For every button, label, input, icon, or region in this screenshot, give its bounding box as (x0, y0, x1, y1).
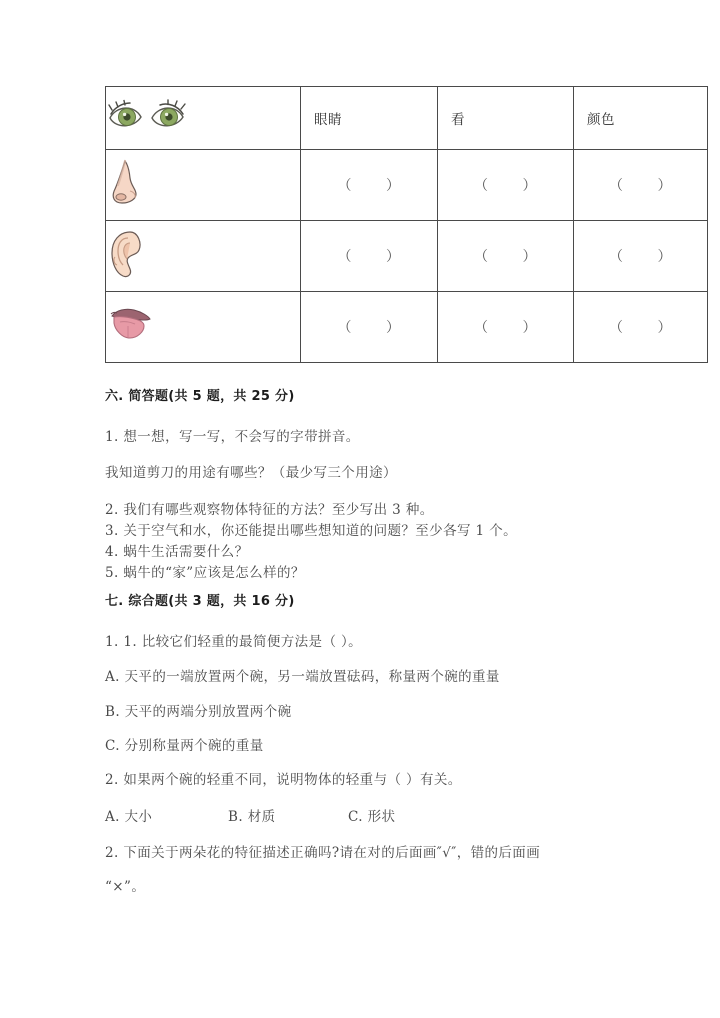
section-six-question-4: 4. 蜗牛生活需要什么？ (105, 544, 249, 560)
table-row (106, 150, 708, 221)
nose-icon (106, 158, 146, 208)
table-cell-tongue-icon (106, 292, 301, 363)
section-seven-q1-option-a: A. 天平的一端放置两个碗，另一端放置砝码，称量两个碗的重量 (105, 669, 500, 685)
section-six-heading: 六. 简答题(共 5 题，共 25 分) (105, 389, 295, 404)
answer-blank (438, 317, 573, 337)
answer-blank (301, 246, 437, 266)
paren-close: ） (386, 178, 401, 194)
section-seven-q2-options (105, 805, 395, 825)
section-seven-q2-option-b: B. 材质 (228, 809, 276, 825)
table-header-cell-3 (574, 87, 708, 150)
paren-open: （ (474, 320, 489, 336)
ear-icon (106, 229, 148, 279)
paren-close: ） (657, 249, 672, 265)
section-six-question-5: 5. 蜗牛的“家”应该是怎么样的？ (105, 565, 305, 581)
table-cell-blank (301, 221, 438, 292)
paren-open: （ (609, 178, 624, 194)
section-seven-question-3-line-2: “×”。 (105, 879, 146, 895)
paren-close: ） (657, 178, 672, 194)
section-seven-question-1: 1. 1. 比较它们轻重的最简便方法是（ ）。 (105, 634, 363, 650)
paren-close: ） (657, 320, 672, 336)
table-cell-blank (438, 221, 574, 292)
paren-close: ） (522, 178, 537, 194)
tongue-icon (106, 305, 156, 345)
section-seven-q1-option-b: B. 天平的两端分别放置两个碗 (105, 704, 292, 720)
answer-blank (574, 246, 707, 266)
table-row (106, 221, 708, 292)
table-header-label-see: 看 (451, 112, 465, 128)
section-six-question-1: 1. 想一想，写一写，不会写的字带拼音。 (105, 429, 360, 445)
table-cell-eyes-icon (106, 87, 301, 150)
table-header-label-eyes: 眼睛 (314, 112, 342, 128)
table-header-label-color: 颜色 (587, 112, 615, 128)
table-header-cell-2 (438, 87, 574, 150)
paren-close: ） (386, 320, 401, 336)
senses-table (105, 86, 708, 363)
paren-open: （ (337, 249, 352, 265)
section-seven-q2-option-a: A. 大小 (105, 809, 153, 825)
table-header-cell-1 (301, 87, 438, 150)
table-cell-blank (574, 221, 708, 292)
answer-blank (574, 317, 707, 337)
paren-open: （ (337, 178, 352, 194)
section-six-question-list (105, 500, 517, 584)
table-cell-blank (438, 150, 574, 221)
paren-open: （ (609, 249, 624, 265)
table-cell-blank (438, 292, 574, 363)
paren-close: ） (522, 249, 537, 265)
table-header-row (106, 87, 708, 150)
section-six-question-3: 3. 关于空气和水，你还能提出哪些想知道的问题？至少各写 1 个。 (105, 523, 518, 539)
section-seven-question-2: 2. 如果两个碗的轻重不同，说明物体的轻重与（ ）有关。 (105, 772, 462, 788)
paren-open: （ (337, 320, 352, 336)
table-cell-blank (301, 292, 438, 363)
answer-blank (438, 246, 573, 266)
answer-blank (301, 317, 437, 337)
section-seven-question-3-line-1: 2. 下面关于两朵花的特征描述正确吗?请在对的后面画″√″，错的后面画 (105, 845, 541, 861)
answer-blank (438, 175, 573, 195)
section-seven-q1-option-c: C. 分别称量两个碗的重量 (105, 738, 264, 754)
paren-close: ） (386, 249, 401, 265)
paren-open: （ (474, 178, 489, 194)
paren-close: ） (522, 320, 537, 336)
section-seven-heading: 七. 综合题(共 3 题，共 16 分) (105, 594, 295, 609)
eyes-icon (106, 99, 188, 133)
table-cell-blank (301, 150, 438, 221)
table-cell-blank (574, 150, 708, 221)
answer-blank (301, 175, 437, 195)
table-cell-nose-icon (106, 150, 301, 221)
table-cell-blank (574, 292, 708, 363)
paren-open: （ (474, 249, 489, 265)
answer-blank (574, 175, 707, 195)
section-six-question-1-sub: 我知道剪刀的用途有哪些？（最少写三个用途） (105, 465, 397, 481)
section-seven-q2-option-c: C. 形状 (348, 809, 396, 825)
table-row (106, 292, 708, 363)
paren-open: （ (609, 320, 624, 336)
table-cell-ear-icon (106, 221, 301, 292)
section-six-question-2: 2. 我们有哪些观察物体特征的方法？至少写出 3 种。 (105, 502, 434, 518)
